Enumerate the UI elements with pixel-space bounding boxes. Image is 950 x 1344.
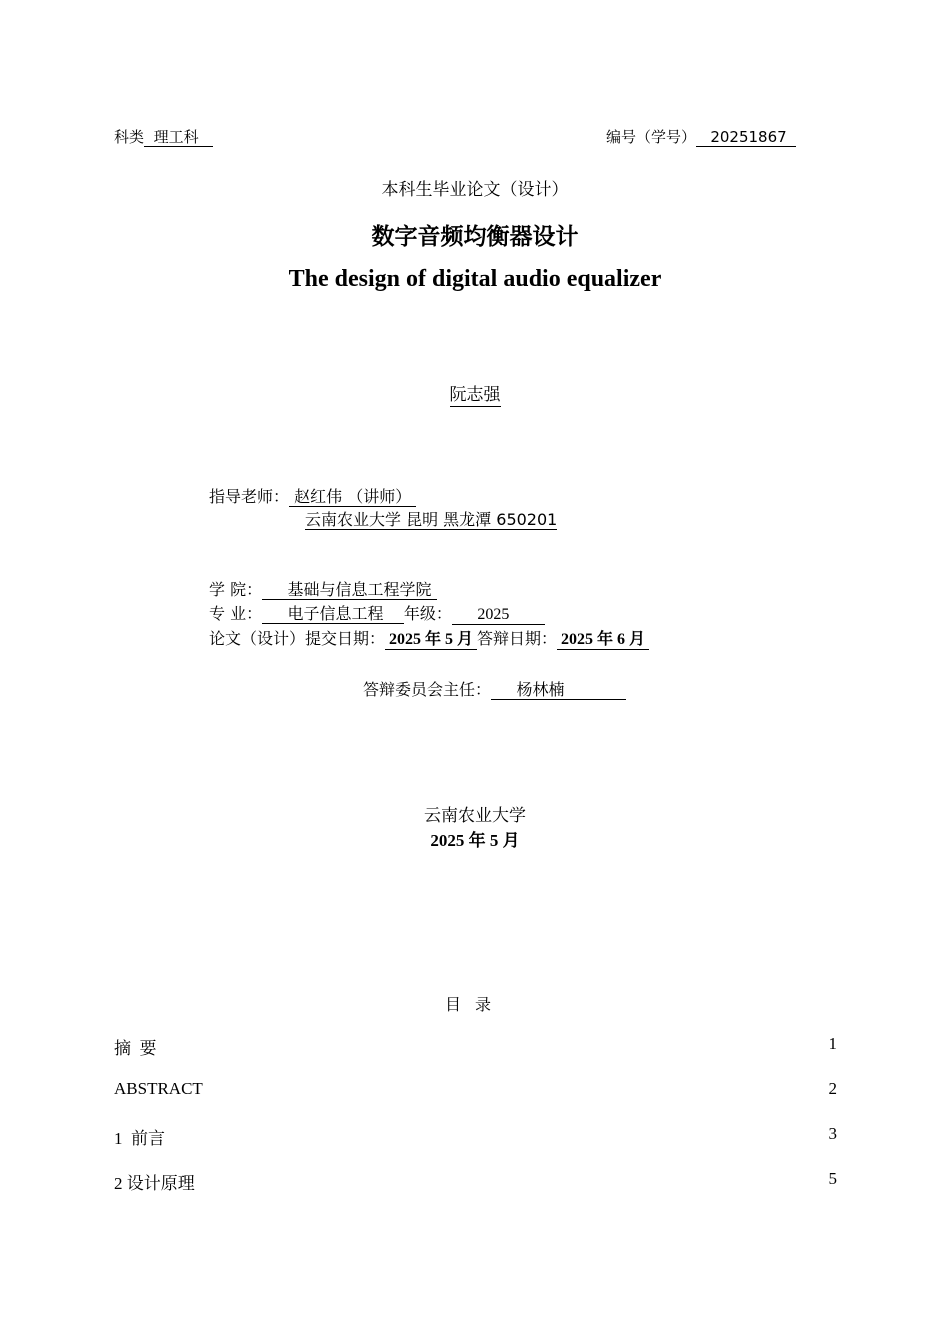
category-label: 科类 bbox=[114, 128, 145, 146]
toc-item-label: ABSTRACT bbox=[114, 1079, 203, 1098]
defense-value: 2025 年 6 月 bbox=[557, 631, 649, 650]
toc-item[interactable] bbox=[114, 1169, 837, 1194]
grade-label: 年级： bbox=[403, 604, 452, 623]
toc-item-label: 2 设计原理 bbox=[114, 1174, 195, 1193]
title-english: The design of digital audio equalizer bbox=[288, 266, 662, 292]
serial-value: 20251867 bbox=[696, 129, 796, 147]
major-label: 专 业： bbox=[209, 604, 263, 623]
major-line bbox=[209, 601, 545, 625]
toc-title: 目录 bbox=[444, 997, 505, 1014]
toc-item[interactable] bbox=[114, 1079, 837, 1099]
title-chinese: 数字音频均衡器设计 bbox=[371, 224, 579, 250]
advisor-address: 云南农业大学 昆明 黑龙潭 650201 bbox=[305, 510, 558, 529]
advisor-line bbox=[209, 484, 416, 507]
category-value: 理工科 bbox=[144, 129, 213, 147]
college-value: 基础与信息工程学院 bbox=[262, 581, 437, 600]
committee-line bbox=[363, 677, 626, 700]
grade-value: 2025 bbox=[452, 605, 545, 625]
dates-line bbox=[209, 626, 649, 650]
major-value: 电子信息工程 bbox=[262, 605, 404, 624]
university-name: 云南农业大学 bbox=[424, 806, 526, 826]
toc-item-page: 3 bbox=[828, 1124, 837, 1143]
toc-item-label: 1 前言 bbox=[114, 1129, 165, 1148]
advisor-value: 赵红伟 （讲师） bbox=[289, 488, 416, 507]
toc-item-label: 摘 要 bbox=[114, 1039, 157, 1058]
serial-label: 编号（学号） bbox=[606, 128, 697, 146]
author-line bbox=[0, 385, 950, 407]
submit-value: 2025 年 5 月 bbox=[385, 631, 477, 650]
thesis-type: 本科生毕业论文（设计） bbox=[381, 180, 569, 200]
advisor-label: 指导老师： bbox=[209, 487, 290, 506]
category-line bbox=[114, 126, 213, 147]
author-name: 阮志强 bbox=[449, 385, 501, 405]
toc-item-page: 2 bbox=[828, 1079, 837, 1098]
serial-line bbox=[606, 126, 796, 147]
advisor-address-line bbox=[305, 510, 557, 530]
toc-item-page: 1 bbox=[828, 1034, 837, 1053]
defense-label: 答辩日期： bbox=[477, 629, 558, 648]
cover-date: 2025 年 5 月 bbox=[430, 831, 520, 850]
college-label: 学 院： bbox=[209, 580, 263, 599]
submit-label: 论文（设计）提交日期： bbox=[209, 629, 386, 648]
committee-label: 答辩委员会主任： bbox=[363, 680, 492, 699]
college-line bbox=[209, 577, 437, 600]
committee-value: 杨林楠 bbox=[491, 681, 625, 700]
toc-item-page: 5 bbox=[828, 1169, 837, 1188]
toc-item[interactable] bbox=[114, 1034, 837, 1059]
toc-item[interactable] bbox=[114, 1124, 837, 1149]
